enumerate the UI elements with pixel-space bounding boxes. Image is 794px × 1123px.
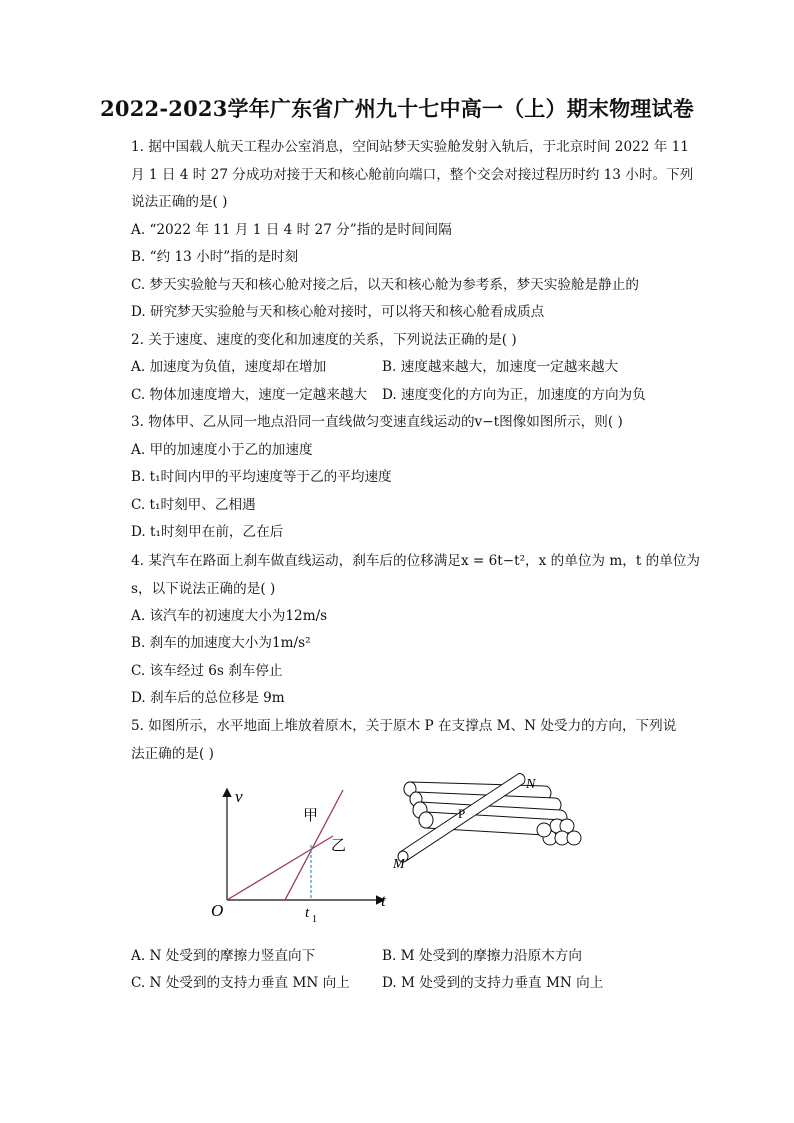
- q1-option-a: A. “2022 年 11 月 1 日 4 时 27 分”指的是时间间隔: [131, 222, 452, 238]
- q2-options-row2: [131, 386, 691, 404]
- q5-stem-line1: 5. 如图所示，水平地面上堆放着原木，关于原木 P 在支撑点 M、N 处受力的方向，下列说: [131, 718, 677, 734]
- q1-stem-line2: 月 1 日 4 时 27 分成功对接于天和核心舱前向端口，整个交会对接过程历时约 13 小时。下列: [131, 167, 694, 183]
- q3-stem: 3. 物体甲、乙从同一地点沿同一直线做匀变速直线运动的v−t图像如图所示，则( ): [131, 414, 623, 430]
- point-m-label: M: [393, 857, 405, 872]
- q4-stem-line1: 4. 某汽车在路面上刹车做直线运动，刹车后的位移满足x = 6t−t²，x 的单位为 m，t 的单位为: [131, 553, 700, 569]
- vt-graph-figure: [205, 780, 405, 925]
- q1-option-b: B. “约 13 小时”指的是时刻: [131, 249, 299, 265]
- page-title: 2022-2023学年广东省广州九十七中高一（上）期末物理试卷: [100, 96, 694, 121]
- q2-option-d: D. 速度变化的方向为正，加速度的方向为负: [382, 387, 646, 403]
- q4-option-c: C. 该车经过 6s 刹车停止: [131, 663, 283, 679]
- q4-option-b: B. 刹车的加速度大小为1m/s²: [131, 635, 311, 651]
- q5-option-a: A. N 处受到的摩擦力竖直向下: [131, 948, 316, 964]
- q2-option-c: C. 物体加速度增大，速度一定越来越大: [131, 387, 368, 403]
- q2-stem: 2. 关于速度、速度的变化和加速度的关系，下列说法正确的是( ): [131, 332, 517, 348]
- q4-option-d: D. 刹车后的总位移是 9m: [131, 690, 285, 706]
- q3-option-b: B. t₁时间内甲的平均速度等于乙的平均速度: [131, 469, 392, 485]
- q4-option-a: A. 该汽车的初速度大小为12m/s: [131, 608, 328, 624]
- q5-options-row1: [131, 947, 691, 965]
- log-p-label: P: [458, 806, 466, 821]
- q5-option-b: B. M 处受到的摩擦力沿原木方向: [382, 948, 582, 964]
- q5-stem-line2: 法正确的是( ): [131, 746, 214, 762]
- q5-options-row2: [131, 974, 691, 992]
- q1-stem-line1: 1. 据中国载人航天工程办公室消息，空间站梦天实验舱发射入轨后，于北京时间 2022 年 11: [131, 139, 689, 155]
- log-pile-figure: [390, 768, 590, 873]
- q4-stem-line2: s，以下说法正确的是( ): [131, 581, 276, 597]
- series-jia-label: 甲: [303, 806, 319, 824]
- q2-option-b: B. 速度越来越大，加速度一定越来越大: [382, 359, 619, 375]
- t1-tick-subscript: 1: [312, 914, 317, 925]
- q3-option-c: C. t₁时刻甲、乙相遇: [131, 497, 256, 513]
- q1-option-d: D. 研究梦天实验舱与天和核心舱对接时，可以将天和核心舱看成质点: [131, 304, 545, 320]
- q5-option-d: D. M 处受到的支持力垂直 MN 向上: [382, 975, 604, 991]
- q2-option-a: A. 加速度为负值，速度却在增加: [131, 359, 327, 375]
- q5-option-c: C. N 处受到的支持力垂直 MN 向上: [131, 975, 350, 991]
- series-yi-line: [227, 836, 333, 900]
- t-axis-label: t: [381, 891, 386, 910]
- q3-option-d: D. t₁时刻甲在前，乙在后: [131, 524, 284, 540]
- q3-option-a: A. 甲的加速度小于乙的加速度: [131, 442, 313, 458]
- t1-tick-label: t: [305, 905, 310, 921]
- v-axis-label: v: [235, 787, 243, 806]
- series-yi-label: 乙: [331, 836, 347, 854]
- q2-options-row1: [131, 358, 691, 376]
- point-n-label: N: [526, 777, 536, 792]
- q1-stem-line3: 说法正确的是( ): [131, 194, 228, 210]
- q1-option-c: C. 梦天实验舱与天和核心舱对接之后，以天和核心舱为参考系，梦天实验舱是静止的: [131, 277, 639, 293]
- origin-label: O: [211, 901, 224, 920]
